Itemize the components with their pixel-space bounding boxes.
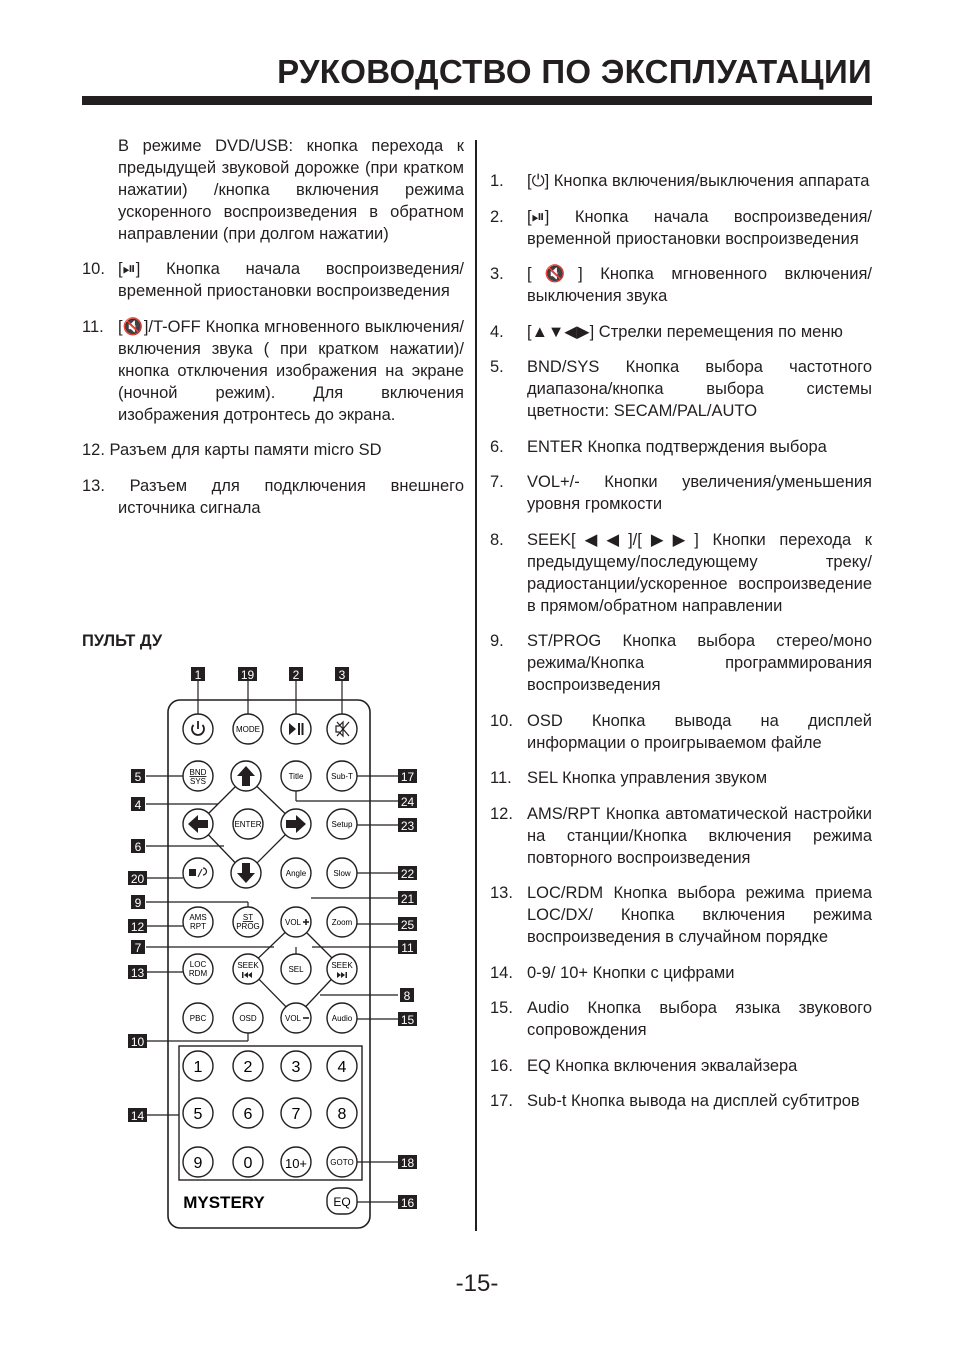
callout-7: 7	[134, 941, 142, 955]
item-text: [🔇]/T-OFF Кнопка мгновенного выключения/включения звука ( при кратком нажатии)/ кнопка отключения изображения на экране (ночной режим). Для включения изображения дотронтесь до экрана.	[118, 317, 464, 424]
item-number: 11.	[82, 317, 104, 336]
angle-button	[281, 858, 311, 888]
digit-8-label: 8	[337, 1106, 347, 1123]
item-text: [⏻] Кнопка включения/выключения аппарата	[527, 172, 870, 190]
pbc-label: PBC	[189, 1014, 207, 1023]
item-number: 15.	[490, 999, 513, 1017]
callout-8: 8	[403, 989, 411, 1003]
item-text: [▲▼◀▶] Стрелки перемещения по меню	[527, 322, 843, 341]
callout-5: 5	[134, 770, 142, 784]
vol-down-button	[281, 1003, 311, 1033]
list-item	[490, 206, 872, 250]
callout-15: 15	[400, 1013, 415, 1027]
seek-forward-button	[327, 954, 357, 984]
goto-label: GOTO	[330, 1158, 354, 1167]
callout-19: 19	[240, 668, 255, 682]
right-button	[281, 809, 311, 839]
list-item	[490, 803, 872, 869]
list-item	[490, 630, 872, 696]
digit-4-button	[327, 1051, 357, 1081]
zoom-button	[327, 907, 357, 937]
digit-2-label: 2	[243, 1059, 253, 1076]
right-column	[490, 170, 872, 1126]
list-item	[490, 356, 872, 422]
osd-button	[233, 1003, 263, 1033]
goto-button	[327, 1147, 357, 1177]
list-item	[490, 529, 872, 617]
vol-up-button	[281, 907, 311, 937]
callout-3: 3	[338, 668, 346, 682]
seek-back-button	[233, 954, 263, 984]
digit-0-label: 0	[243, 1155, 253, 1172]
item-number: 3.	[490, 265, 504, 283]
item-number: 9.	[490, 632, 504, 650]
digit-9-label: 9	[193, 1155, 203, 1172]
item-number: 11.	[490, 769, 512, 787]
callout-24: 24	[400, 795, 415, 809]
item-text: Sub-t Кнопка вывода на дисплей субтитров	[527, 1092, 860, 1110]
item-number: 14.	[490, 963, 513, 982]
digit-5-button	[183, 1098, 213, 1128]
sys-label: SYS	[189, 777, 207, 786]
section-title-remote: ПУЛЬТ ДУ	[82, 632, 163, 650]
ams-rpt-button	[183, 907, 213, 937]
list-item	[490, 767, 872, 789]
enter-button	[233, 809, 263, 839]
rpt-label: RPT	[190, 922, 206, 931]
mode-label: MODE	[236, 725, 260, 734]
st-label: ST	[242, 913, 254, 922]
loc-label: LOC	[189, 960, 207, 969]
callout-10: 10	[130, 1035, 145, 1049]
digit-6-button	[233, 1098, 263, 1128]
item-number: 2.	[490, 207, 504, 226]
digit-10plus-button	[281, 1147, 311, 1177]
callout-12: 12	[130, 920, 145, 934]
item-text: [⏯] Кнопка начала воспроизведения/временной приостановки воспроизведения	[527, 207, 872, 248]
st-prog-button	[233, 907, 263, 937]
item-text: EQ Кнопка включения эквалайзера	[527, 1056, 798, 1075]
list-item	[490, 170, 872, 192]
item-text: VOL+/- Кнопки увеличения/уменьшения уровня громкости	[527, 473, 872, 513]
list-item	[490, 997, 872, 1041]
item-text: ENTER Кнопка подтверждения выбора	[527, 437, 827, 456]
callout-16: 16	[400, 1196, 415, 1210]
item-text: 12. Разъем для карты памяти micro SD	[82, 441, 382, 459]
angle-label: Angle	[285, 869, 307, 878]
stop-return-button	[183, 858, 213, 888]
digit-0-button	[233, 1147, 263, 1177]
vol-down-label: VOL	[284, 1014, 302, 1023]
callout-17: 17	[400, 770, 415, 784]
digit-8-button	[327, 1098, 357, 1128]
item-number: 1.	[490, 172, 504, 190]
item-text: SEEK[◀◀]/[▶▶] Кнопки перехода к предыдущему/последующему треку/радиостанции/ускоренное воспроизведение в прямом/обратном направлении	[527, 530, 872, 615]
item-text: LOC/RDM Кнопка выбора режима приема LOC/DX/ Кнопка включения режима воспроизведения в случайном порядке	[527, 884, 872, 946]
digit-1-button	[183, 1051, 213, 1081]
subt-button	[327, 761, 357, 791]
mute-button	[327, 714, 357, 744]
callout-11: 11	[401, 941, 414, 955]
rdm-label: RDM	[188, 969, 208, 978]
bnd-sys-button	[183, 761, 213, 791]
up-button	[231, 761, 261, 791]
loc-rdm-button	[183, 954, 213, 984]
list-item	[490, 962, 872, 984]
setup-button	[327, 809, 357, 839]
list-item	[490, 436, 872, 458]
down-button	[231, 858, 261, 888]
item-text: OSD Кнопка вывода на дисплей информации о проигрываемом файле	[527, 711, 872, 752]
seek-back-label: SEEK	[237, 961, 259, 970]
list-item	[490, 710, 872, 754]
item-number: 12.	[490, 804, 513, 823]
osd-label: OSD	[239, 1014, 257, 1023]
item-text: AMS/RPT Кнопка автоматической настройки на станции/Кнопка включения режима повторного воспроизведения	[527, 804, 872, 867]
ams-label: AMS	[189, 913, 207, 922]
intro-paragraph: В режиме DVD/USB: кнопка перехода к предыдущей звуковой дорожке (при кратком нажатии) /кнопка включения режима ускоренного воспроизведения в обратном направлении (при долгом нажатии)	[118, 137, 464, 243]
callout-4: 4	[134, 798, 142, 812]
callout-2: 2	[292, 668, 300, 682]
callout-9: 9	[134, 896, 142, 910]
item-text: Audio Кнопка выбора языка звукового сопровождения	[527, 999, 872, 1039]
zoom-label: Zoom	[331, 918, 353, 927]
item-number: 4.	[490, 322, 504, 341]
pbc-button	[183, 1003, 213, 1033]
item-number: 5.	[490, 358, 504, 376]
item-number: 13.	[490, 884, 513, 902]
item-text: SEL Кнопка управления звуком	[527, 769, 768, 787]
item-text: [⏯] Кнопка начала воспроизведения/временной приостановки воспроизведения	[118, 260, 464, 300]
vol-up-label: VOL	[284, 918, 302, 927]
sel-label: SEL	[288, 965, 304, 974]
list-item	[490, 321, 872, 343]
item-number: 8.	[490, 530, 504, 549]
eq-label: EQ	[333, 1195, 351, 1209]
item-number: 17.	[490, 1092, 513, 1110]
page-title: РУКОВОДСТВО ПО ЭКСПЛУАТАЦИИ	[277, 53, 872, 90]
callout-6: 6	[134, 840, 142, 854]
callout-1: 1	[194, 668, 202, 682]
power-button	[183, 714, 213, 744]
slow-label: Slow	[333, 869, 351, 878]
title-label: Title	[288, 772, 304, 781]
page-number: -15-	[455, 1270, 499, 1297]
callout-18: 18	[400, 1156, 415, 1170]
list-item	[490, 1055, 872, 1077]
list-item	[490, 471, 872, 515]
subt-label: Sub-T	[331, 772, 353, 781]
seek-forward-label: SEEK	[331, 961, 353, 970]
digit-2-button	[233, 1051, 263, 1081]
callout-23: 23	[400, 819, 415, 833]
item-number: 16.	[490, 1056, 513, 1075]
callout-13: 13	[130, 966, 145, 980]
brand-logo: MYSTERY	[183, 1193, 265, 1212]
setup-label: Setup	[331, 820, 353, 829]
callout-25: 25	[400, 918, 415, 932]
left-button	[183, 809, 213, 839]
digit-1-label: 1	[193, 1059, 203, 1076]
item-number: 7.	[490, 473, 504, 491]
item-text: BND/SYS Кнопка выбора частотного диапазона/кнопка выбора системы цветности: SECAM/PAL/AUTO	[527, 358, 872, 420]
enter-label: ENTER	[234, 820, 262, 829]
digit-9-button	[183, 1147, 213, 1177]
digit-3-button	[281, 1051, 311, 1081]
callout-14: 14	[130, 1109, 145, 1123]
prog-label: PROG	[236, 922, 260, 931]
play-pause-button	[281, 714, 311, 744]
title-button	[281, 761, 311, 791]
mode-button	[233, 714, 263, 744]
sel-button	[281, 954, 311, 984]
list-item	[490, 263, 872, 307]
item-number: 10.	[490, 711, 513, 730]
audio-label: Audio	[331, 1014, 353, 1023]
callout-22: 22	[400, 867, 415, 881]
list-item	[490, 882, 872, 948]
slow-button	[327, 858, 357, 888]
digit-7-label: 7	[291, 1106, 301, 1123]
item-text: [🔇] Кнопка мгновенного включения/выключения звука	[527, 265, 872, 305]
item-number: 6.	[490, 437, 504, 456]
digit-6-label: 6	[243, 1106, 253, 1123]
digit-7-button	[281, 1098, 311, 1128]
item-text: ST/PROG Кнопка выбора стерео/моно режима/Кнопка программирования воспроизведения	[527, 632, 872, 694]
digit-5-label: 5	[193, 1106, 203, 1123]
eq-button	[327, 1188, 357, 1214]
digit-10plus-label: 10+	[284, 1156, 308, 1171]
digit-4-label: 4	[337, 1059, 347, 1076]
callout-21: 21	[400, 892, 415, 906]
callout-20: 20	[130, 872, 145, 886]
list-item	[490, 1090, 872, 1112]
bnd-label: BND	[189, 768, 207, 777]
item-text: 13. Разъем для подключения внешнего источника сигнала	[82, 476, 464, 517]
digit-3-label: 3	[291, 1059, 301, 1076]
audio-button	[327, 1003, 357, 1033]
item-number: 10.	[82, 260, 105, 278]
item-text: 0-9/ 10+ Кнопки с цифрами	[527, 963, 735, 982]
